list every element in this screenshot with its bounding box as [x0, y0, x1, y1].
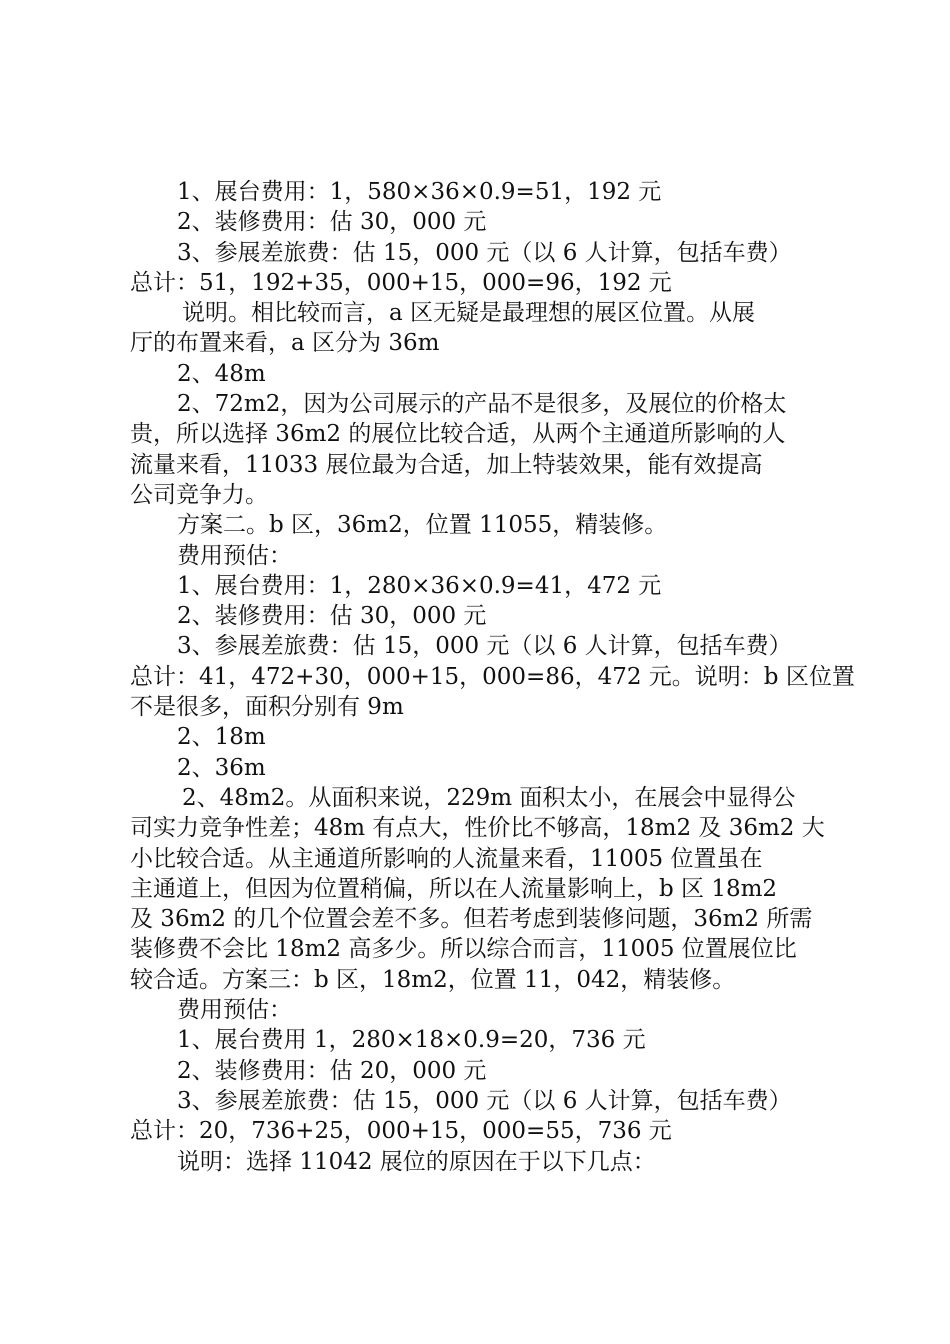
text-line: 2、36m — [177, 754, 266, 781]
text-line: 总计：51，192+35，000+15，000=96，192 元 — [130, 269, 672, 296]
text-line: 费用预估： — [177, 997, 292, 1024]
text-line: 2、装修费用：估 20，000 元 — [177, 1057, 487, 1084]
text-line: 3、参展差旅费：估 15，000 元（以 6 人计算，包括车费） — [177, 239, 792, 266]
text-line: 说明。相比较而言，a 区无疑是最理想的展区位置。从展 — [182, 300, 756, 327]
text-line: 2、18m — [177, 724, 266, 751]
text-line: 2、72m2，因为公司展示的产品不是很多，及展位的价格太 — [177, 391, 787, 418]
text-line: 厅的布置来看，a 区分为 36m — [130, 330, 440, 357]
document-body — [130, 177, 855, 1177]
text-line: 较合适。方案三：b 区，18m2，位置 11，042，精装修。 — [130, 966, 736, 993]
text-line: 装修费不会比 18m2 高多少。所以综合而言，11005 位置展位比 — [130, 936, 797, 963]
text-line: 费用预估： — [177, 542, 292, 569]
text-line: 司实力竞争性差；48m 有点大，性价比不够高，18m2 及 36m2 大 — [130, 815, 825, 842]
text-line: 2、装修费用：估 30，000 元 — [177, 603, 487, 630]
text-line: 贵，所以选择 36m2 的展位比较合适，从两个主通道所影响的人 — [130, 421, 786, 448]
text-line: 方案二。b 区，36m2，位置 11055，精装修。 — [177, 512, 668, 539]
text-line: 说明：选择 11042 展位的原因在于以下几点： — [177, 1148, 656, 1175]
text-line: 3、参展差旅费：估 15，000 元（以 6 人计算，包括车费） — [177, 1087, 792, 1114]
text-line: 不是很多，面积分别有 9m — [130, 694, 404, 721]
text-line: 总计：41，472+30，000+15，000=86，472 元。说明：b 区位置 — [130, 663, 855, 690]
text-line: 及 36m2 的几个位置会差不多。但若考虑到装修问题，36m2 所需 — [130, 906, 813, 933]
text-line: 1、展台费用 1，280×18×0.9=20，736 元 — [177, 1027, 646, 1054]
text-line: 公司竞争力。 — [130, 481, 268, 508]
text-line: 1、展台费用：1，580×36×0.9=51，192 元 — [177, 179, 662, 205]
text-line: 1、展台费用：1，280×36×0.9=41，472 元 — [177, 572, 662, 599]
text-line: 流量来看，11033 展位最为合适，加上特装效果，能有效提高 — [130, 451, 763, 478]
text-line: 总计：20，736+25，000+15，000=55，736 元 — [130, 1118, 672, 1145]
text-line: 小比较合适。从主通道所影响的人流量来看，11005 位置虽在 — [130, 845, 763, 872]
text-line: 主通道上，但因为位置稍偏，所以在人流量影响上，b 区 18m2 — [130, 875, 778, 902]
text-line: 2、48m2。从面积来说，229m 面积太小，在展会中显得公 — [182, 784, 796, 811]
text-line: 2、48m — [177, 360, 266, 387]
text-line: 3、参展差旅费：估 15，000 元（以 6 人计算，包括车费） — [177, 633, 792, 660]
text-line: 2、装修费用：估 30，000 元 — [177, 209, 487, 236]
